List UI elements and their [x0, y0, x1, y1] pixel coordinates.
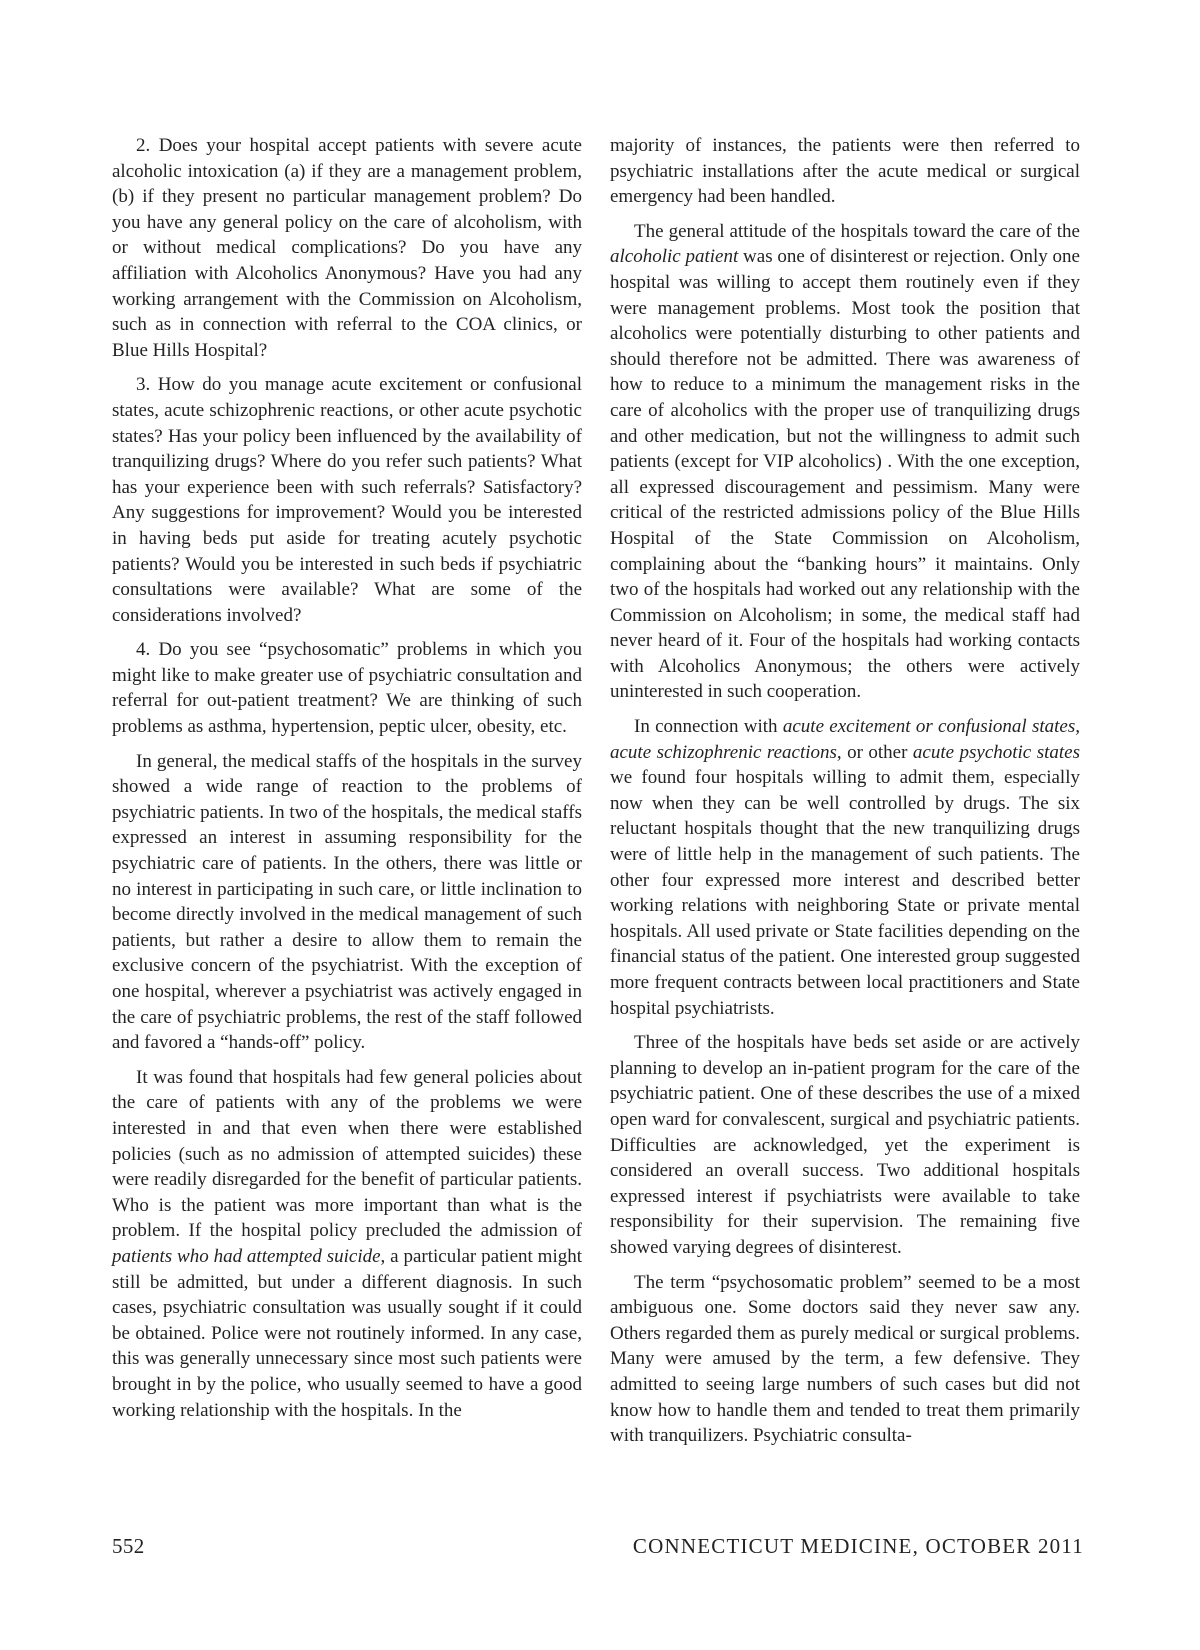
- paragraph-text: , a particular patient might still be admitted, but under a different diagnosis. In such cases, psychiatric consultation was usually sought if it could be obtained. Police were not routinely informed. In any case, this was generally unnecessary since most such patients were brought in by the police, who usually seemed to have a good working relationship with the hospitals. In the: [112, 1245, 582, 1421]
- question-3-paragraph: 3. How do you manage acute excitement or confusional states, acute schizophrenic reactions, or other acute psychotic states? Has your policy been influenced by the availability of tranquilizing drugs? Where do you refer such patients? What has your experience been with such referrals? Satisfactory? Any suggestions for improvement? Would you be interested in having beds put aside for treating acutely psychotic patients? Would you be interested in such beds if psychiatric consultations were available? What are some of the considerations involved?: [112, 374, 582, 626]
- journal-running-footer: CONNECTICUT MEDICINE, OCTOBER 2011: [632, 1534, 1084, 1558]
- paragraph-text: was one of disinterest or rejection. Only one hospital was willing to accept them routinely even if they were management problems. Most took the position that alcoholics were potentially disturbing to other patients and should therefore not be admitted. There was awareness of how to reduce to a minimum the management risks in the care of alcoholics with the proper use of tranquilizing drugs and other medication, but not the willingness to admit such patients (except for VIP alcoholics) . With the one exception, all expressed discouragement and pessimism. Many were critical of the restricted admissions policy of the Blue Hills Hospital of the State Commission on Alcoholism, complaining about the “banking hours” it maintains. Only two of the hospitals had worked out any relationship with the Commission on Alcoholism; in some, the medical staff had never heard of it. Four of the hospitals had working contacts with Alcoholics Anonymous; the others were actively uninterested in such cooperation.: [610, 246, 1080, 703]
- continued-paragraph: majority of instances, the patients were then referred to psychiatric installations after the acute medical or surgical emergency had been handled.: [610, 135, 1080, 208]
- medical-staffs-paragraph: In general, the medical staffs of the hospitals in the survey showed a wide range of reaction to the problems of psychiatric patients. In two of the hospitals, the medical staffs expressed an interest in assuming responsibility for the psychiatric care of patients. In the others, there was little or no interest in participating in such care, or little inclination to become directly involved in the medical management of such patients, but rather a desire to allow them to remain the exclusive concern of the psychiatrist. With the exception of one hospital, wherever a psychiatrist was actively engaged in the care of psychiatric problems, the rest of the staff followed and favored a “hands-off” policy.: [112, 750, 582, 1054]
- paragraph-text: we found four hospitals willing to admit them, especially now when they can be well controlled by drugs. The six reluctant hospitals thought that the new tranquilizing drugs were of little help in the management of such patients. The other four expressed more interest and described better working relations with neighboring State or private mental hospitals. All used private or State facilities depending on the financial status of the patient. One interested group suggested more frequent contracts between local practitioners and State hospital psychiatrists.: [610, 767, 1080, 1019]
- beds-set-aside-paragraph: Three of the hospitals have beds set aside or are actively planning to develop an in-patient program for the care of the psychiatric patient. One of these describes the use of a mixed open ward for convalescent, surgical and psychiatric patients. Difficulties are acknowledged, yet the experiment is considered an overall success. Two additional hospitals expressed interest if psychiatrists were available to take responsibility for their supervision. The remaining five showed varying degrees of disinterest.: [610, 1032, 1080, 1258]
- paragraph-text: , or other: [836, 741, 913, 763]
- italic-phrase: acute excitement or confusional states, acute schizophrenic reactions: [610, 716, 1080, 763]
- italic-phrase: patients who had attempted suicide: [112, 1245, 381, 1267]
- psychosomatic-paragraph: The term “psychosomatic problem” seemed to be a most ambiguous one. Some doctors said they never saw any. Others regarded them as purely medical or surgical problems. Many were amused by the term, a few defensive. They admitted to seeing large numbers of such cases but did not know how to handle them and tended to treat them primarily with tranquilizers. Psychiatric consulta-: [610, 1271, 1080, 1447]
- general-policies-paragraph: [112, 1065, 582, 1423]
- question-4-paragraph: 4. Do you see “psychosomatic” problems in which you might like to make greater use of psychiatric consultation and referral for out-patient treatment? We are thinking of such problems as asthma, hypertension, peptic ulcer, obesity, etc.: [112, 639, 582, 738]
- left-column: [112, 133, 582, 1432]
- acute-states-paragraph: [610, 714, 1080, 1021]
- paragraph-text: In connection with: [634, 716, 783, 738]
- paragraph-text: The general attitude of the hospitals toward the care of the: [634, 220, 1080, 242]
- alcoholic-patient-paragraph: [610, 219, 1080, 705]
- italic-phrase: alcoholic patient: [610, 246, 739, 268]
- question-2-paragraph: 2. Does your hospital accept patients with severe acute alcoholic intoxication (a) if they are a management problem, (b) if they present no particular management problem? Do you have any general policy on the care of alcoholism, with or without medical complications? Do you have any affiliation with Alcoholics Anonymous? Have you had any working arrangement with the Commission on Alcoholism, such as in connection with referral to the COA clinics, or Blue Hills Hospital?: [112, 135, 582, 361]
- paragraph-text: It was found that hospitals had few general policies about the care of patients with any of the problems we were interested in and that even when there were established policies (such as no admission of attempted suicides) these were readily disregarded for the benefit of particular patients. Who is the patient was more important than what is the problem. If the hospital policy precluded the admission of: [112, 1066, 582, 1242]
- italic-phrase: acute psychotic states: [912, 741, 1080, 763]
- right-column: [610, 133, 1080, 1458]
- page-number: 552: [112, 1534, 145, 1558]
